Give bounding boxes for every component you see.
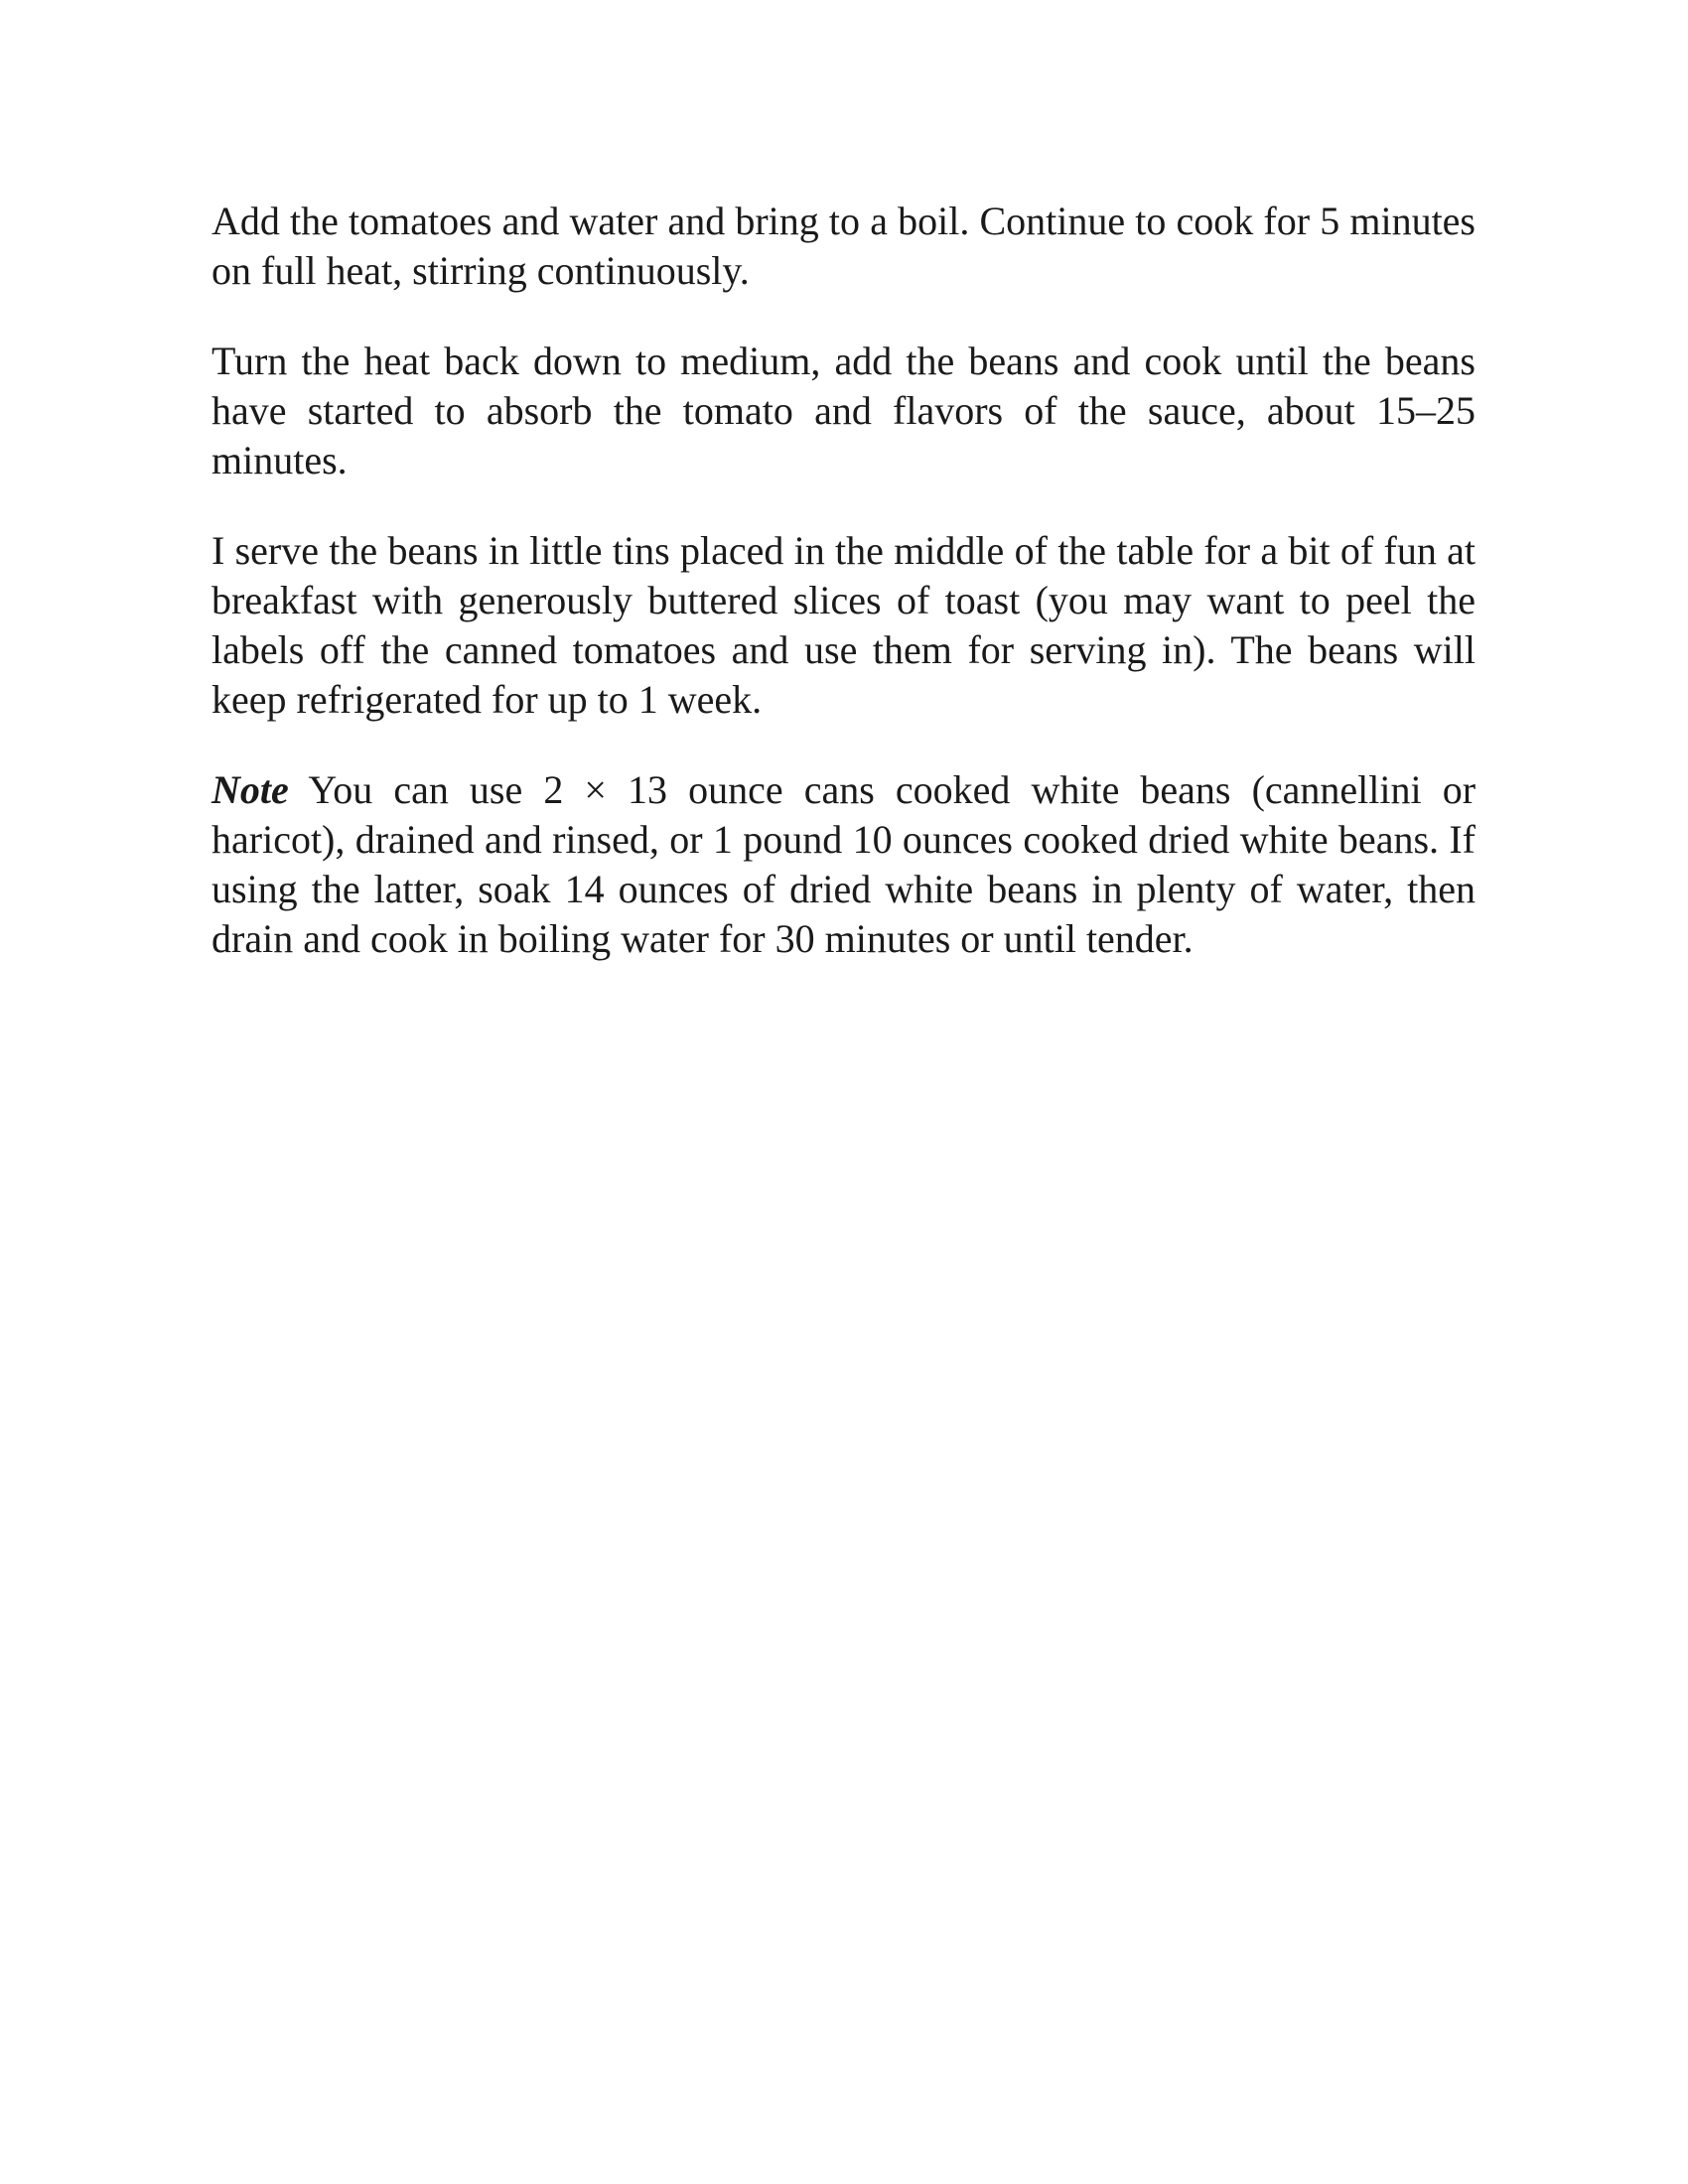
paragraph-serving: I serve the beans in little tins placed in the middle of the table for a bit of fun at breakfast with generously buttered slices of toast (you may want to peel the labels off the canned tomatoes and use them for serving in). The beans will keep refrigerated for up to 1 week.: [211, 528, 1476, 722]
paragraph-cook-beans: Turn the heat back down to medium, add the beans and cook until the beans have started to absorb the tomato and flavors of the sauce, about 15–25 minutes.: [211, 339, 1476, 482]
recipe-method-text: [211, 197, 1476, 1005]
note-text: You can use 2 × 13 ounce cans cooked white beans (cannellini or haricot), drained and rinsed, or 1 pound 10 ounces cooked dried white beans. If using the latter, soak 14 ounces of dried white beans in plenty of water, then drain and cook in boiling water for 30 minutes or until tender.: [211, 767, 1477, 961]
paragraph-boil-tomatoes: Add the tomatoes and water and bring to a boil. Continue to cook for 5 minutes on full heat, stirring continuously.: [211, 199, 1476, 293]
note-label: Note: [211, 767, 289, 812]
paragraph-note: [211, 765, 1476, 964]
